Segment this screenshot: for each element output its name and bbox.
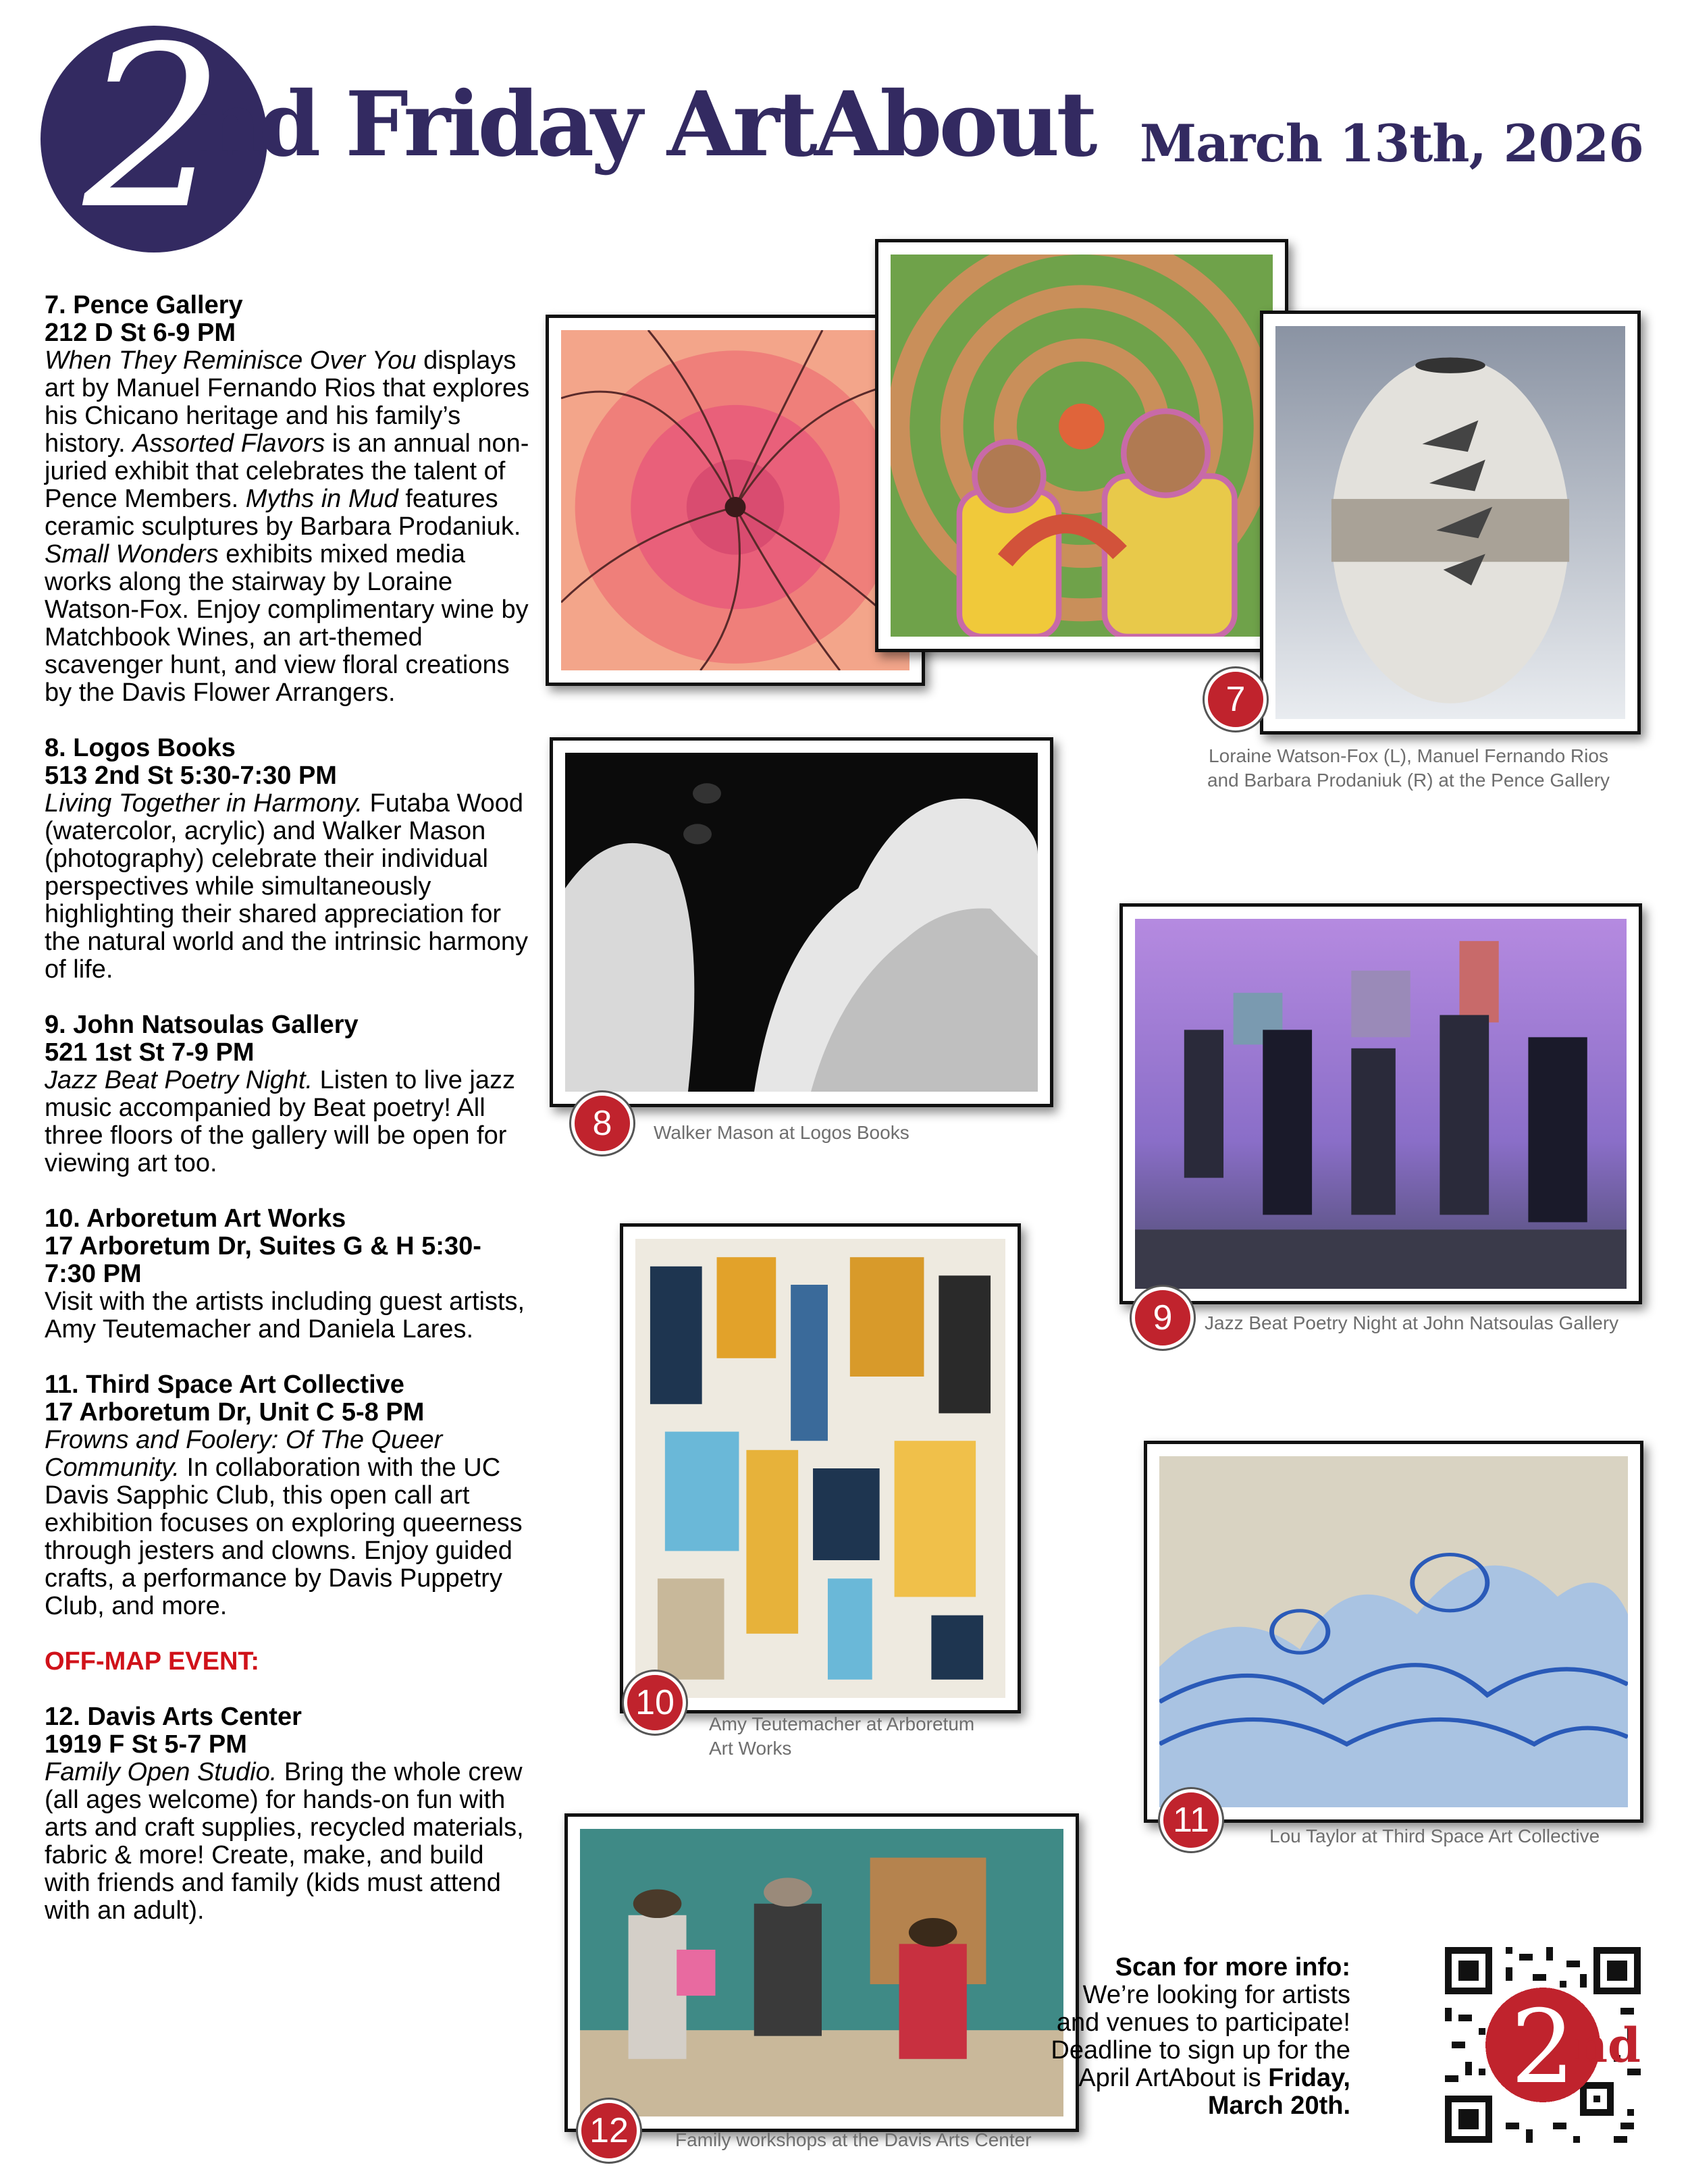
listing-description: Frowns and Foolery: Of The Queer Community. In collaboration with the UC Davis Sapphic Club, this open call art exhibition focuses on exploring queerness through jesters and clowns. Enjoy guided crafts, a performance by Davis Puppetry Club, and more.: [45, 1426, 523, 1620]
scan-title: Scan for more info:: [1115, 1953, 1350, 1981]
listing-description: Living Together in Harmony. Futaba Wood (watercolor, acrylic) and Walker Mason (photography) celebrate their individual perspectives while simultaneously highlighting their shared appreciation for the natural world and the intrinsic harmony of life.: [45, 789, 529, 984]
caption-arboretum-art-works: [709, 1712, 974, 1761]
listing-address: 521 1st St 7-9 PM: [45, 1038, 255, 1067]
qr-logo-numeral: 2: [1510, 1989, 1575, 2106]
qr-code[interactable]: [1445, 1947, 1641, 2143]
venue-badge-12: 12: [578, 2100, 640, 2162]
listing-pence-gallery: [45, 292, 531, 707]
listing-address: 513 2nd St 5:30-7:30 PM: [45, 762, 337, 790]
listing-davis-arts-center: [45, 1703, 531, 1925]
listing-title: 8. Logos Books: [45, 734, 236, 762]
listing-address: 17 Arboretum Dr, Suites G & H 5:30-7:30 PM: [45, 1232, 481, 1288]
scan-info: [1040, 1954, 1350, 2120]
listing-address: 1919 F St 5-7 PM: [45, 1730, 247, 1759]
photo-logos-books: [550, 737, 1053, 1107]
bw-trees-image: [565, 753, 1038, 1092]
venue-badge-7: 7: [1205, 668, 1267, 730]
caption-pence-gallery: [1192, 744, 1625, 793]
ceramic-vase-image: [1275, 326, 1625, 719]
listing-description: Jazz Beat Poetry Night. Listen to live jazz music accompanied by Beat poetry! All three floors of the gallery will be open for viewing art too.: [45, 1066, 515, 1177]
scan-body: We’re looking for artists and venues to participate! Deadline to sign up for the April ArtAbout is: [1051, 1981, 1350, 2092]
caption-jazz-night: Jazz Beat Poetry Night at John Natsoulas Gallery: [1205, 1312, 1619, 1333]
listing-title: 7. Pence Gallery: [45, 291, 243, 319]
logo-numeral: 2: [83, 0, 225, 258]
listing-title: 12. Davis Arts Center: [45, 1703, 302, 1731]
listing-third-space-art-collective: [45, 1371, 531, 1620]
listing-description: Family Open Studio. Bring the whole crew (all ages welcome) for hands-on fun with arts and craft supplies, recycled materials, fabric & more! Create, make, and build with friends and family (kids must attend with an adult).: [45, 1758, 524, 1925]
abstract-collage-image: [635, 1239, 1005, 1698]
caption-line: Art Works: [709, 1738, 792, 1759]
listing-address: 212 D St 6-9 PM: [45, 319, 236, 347]
listing-title: 9. John Natsoulas Gallery: [45, 1011, 359, 1039]
venue-badge-8: 8: [571, 1092, 633, 1154]
family-workshop-image: [580, 1829, 1063, 2116]
venue-badge-9: 9: [1132, 1287, 1194, 1349]
photo-jazz-night: [1119, 903, 1642, 1304]
caption-line: Loraine Watson-Fox (L), Manuel Fernando Rios: [1209, 745, 1608, 766]
listing-description: Visit with the artists including guest artists, Amy Teutemacher and Daniela Lares.: [45, 1287, 525, 1343]
listing-logos-books: [45, 735, 531, 984]
listing-address: 17 Arboretum Dr, Unit C 5-8 PM: [45, 1398, 425, 1427]
photo-floral-painting: [546, 315, 925, 686]
listing-title: 10. Arboretum Art Works: [45, 1204, 346, 1233]
offmap-label: OFF-MAP EVENT:: [45, 1647, 260, 1676]
caption-davis-arts-center: Family workshops at the Davis Arts Center: [675, 2129, 1032, 2150]
listing-john-natsoulas-gallery: [45, 1011, 531, 1177]
photo-family-workshop: [564, 1813, 1079, 2132]
page-title: nd Friday ArtAbout: [197, 72, 1094, 177]
caption-logos-books: Walker Mason at Logos Books: [654, 1122, 909, 1143]
qr-logo-suffix: nd: [1573, 2017, 1641, 2073]
caption-line: Amy Teutemacher at Arboretum: [709, 1713, 975, 1734]
jazz-night-image: [1135, 919, 1627, 1289]
photo-ceramic-vase: [1260, 311, 1641, 735]
scan-deadline: Friday, March 20th.: [1207, 2064, 1350, 2120]
mosaic-portrait-image: [891, 255, 1273, 637]
venue-badge-11: 11: [1160, 1789, 1222, 1851]
photo-blue-waves: [1144, 1441, 1643, 1823]
venue-badge-10: 10: [624, 1672, 686, 1734]
event-date: March 13th, 2026: [1140, 113, 1643, 174]
event-listings: [45, 292, 531, 1952]
photo-abstract-collage: [620, 1223, 1021, 1713]
listing-arboretum-art-works: [45, 1205, 531, 1343]
blue-waves-image: [1159, 1456, 1628, 1807]
caption-line: and Barbara Prodaniuk (R) at the Pence Gallery: [1207, 770, 1610, 791]
listing-description: When They Reminisce Over You displays art by Manuel Fernando Rios that explores his Chicano heritage and his family’s history. Assorted Flavors is an annual non-juried exhibit that celebrates the talent of Pence Members. Myths in Mud features ceramic sculptures by Barbara Prodaniuk. Small Wonders exhibits mixed media works along the stairway by Loraine Watson-Fox. Enjoy complimentary wine by Matchbook Wines, an art-themed scavenger hunt, and view floral creations by the Davis Flower Arrangers.: [45, 346, 530, 707]
caption-third-space: Lou Taylor at Third Space Art Collective: [1269, 1826, 1600, 1846]
floral-painting-image: [561, 330, 909, 670]
listing-title: 11. Third Space Art Collective: [45, 1370, 404, 1399]
photo-mosaic-portrait: [875, 239, 1288, 652]
